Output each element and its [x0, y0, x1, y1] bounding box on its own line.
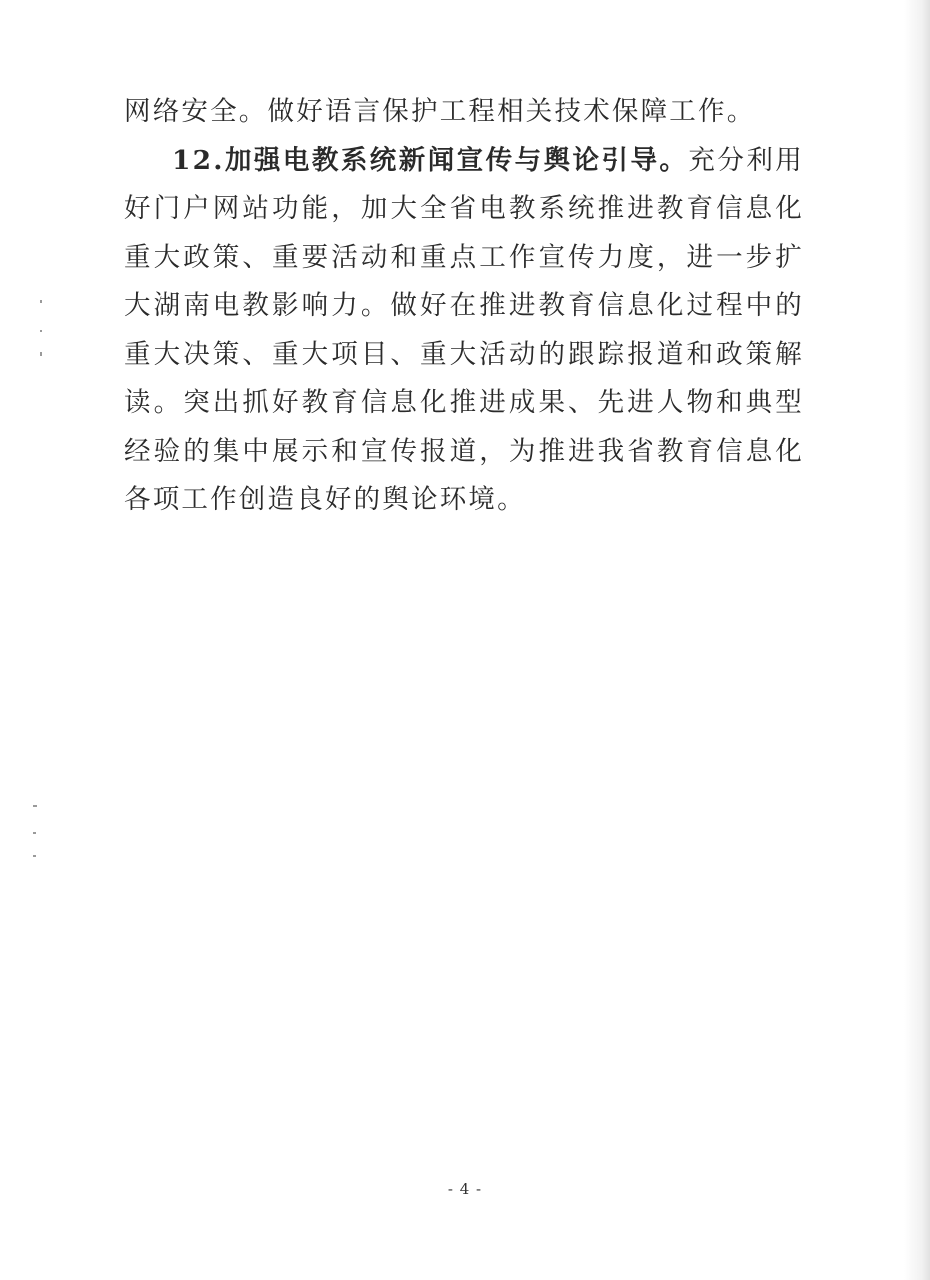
text-line: 和重点工作宣传力度，进一步扩大湖南电教影响力。做好在推进	[124, 241, 804, 321]
text-line: 教育信息化过程中的重大决策、重大项目、重大活动的跟踪报道	[124, 290, 804, 370]
scan-mark	[33, 855, 36, 857]
text-line: 和政策解读。突出抓好教育信息化推进成果、先进人物和典型经	[124, 338, 804, 467]
text-line: 站功能，加大全省电教系统推进教育信息化重大政策、重要活动	[124, 193, 804, 273]
scan-mark	[40, 352, 42, 356]
body-text	[124, 88, 804, 525]
item-heading: 12.加强电教系统新闻宣传与舆论引导。	[172, 144, 689, 176]
scan-mark	[40, 330, 42, 332]
page-number: - 4 -	[447, 1180, 483, 1198]
text-line: 良好的舆论环境。	[296, 484, 526, 515]
scan-mark	[33, 805, 37, 807]
text-line: 验的集中展示和宣传报道，为推进我省教育信息化各项工作创造	[124, 435, 804, 515]
scan-mark	[33, 832, 36, 834]
scan-shadow-edge	[904, 0, 930, 1280]
paragraph-12	[124, 137, 804, 525]
text-line: 网络安全。做好语言保护工程相关技术保障工作。	[124, 96, 756, 127]
scan-mark	[40, 300, 42, 303]
text-line: 充分利用好门户网	[124, 144, 804, 224]
continued-line	[124, 88, 804, 137]
